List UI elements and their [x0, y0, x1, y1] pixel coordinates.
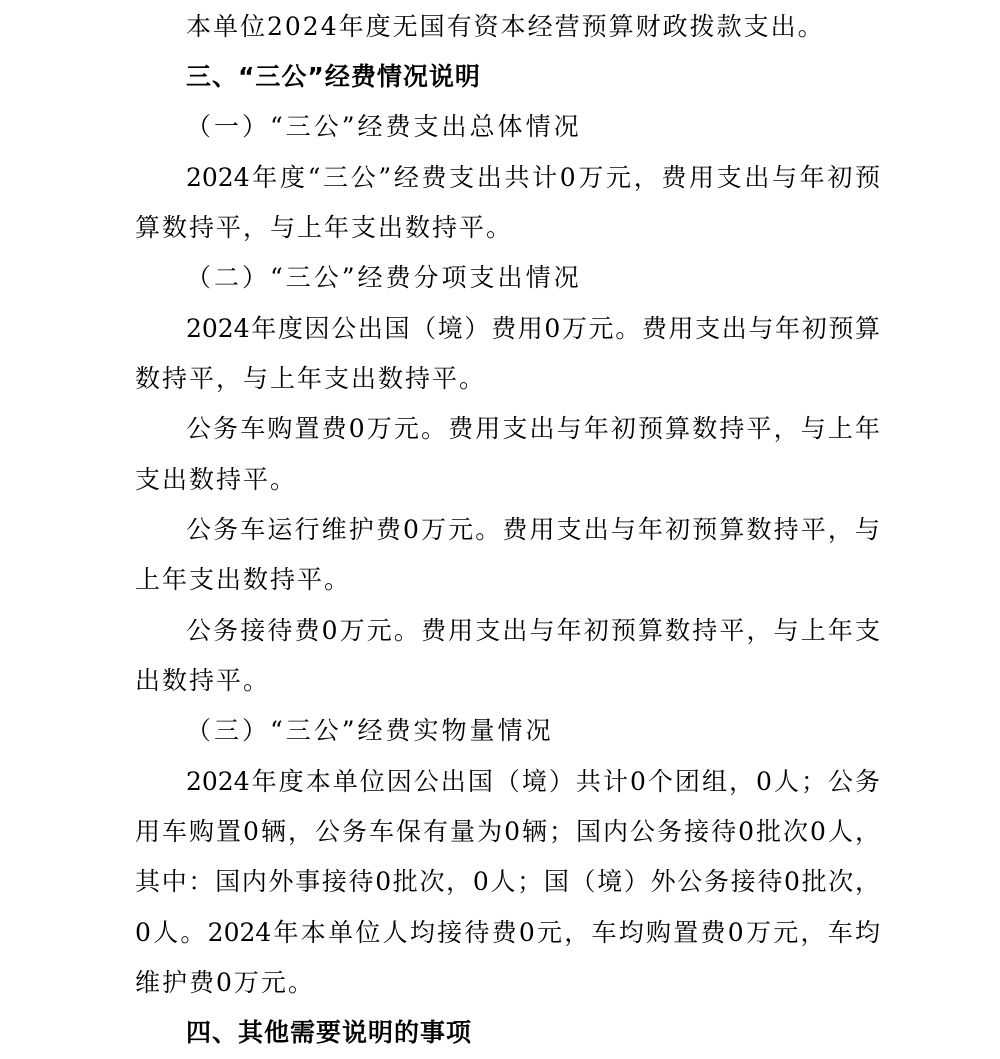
paragraph-line: 2024年度因公出国（境）费用0万元。费用支出与年初预算 [186, 314, 880, 343]
paragraph-line: 2024年度本单位因公出国（境）共计0个团组，0人；公务 [186, 767, 880, 796]
subsection-heading-2: （二）“三公”经费分项支出情况 [186, 263, 582, 292]
paragraph-line: 本单位2024年度无国有资本经营预算财政拨款支出。 [186, 12, 825, 41]
section-heading-four: 四、其他需要说明的事项 [186, 1018, 473, 1047]
paragraph-line: 维护费0万元。 [135, 968, 315, 997]
section-heading-three: 三、“三公”经费情况说明 [186, 62, 481, 91]
paragraph-line: 支出数持平。 [135, 465, 298, 494]
paragraph-line: 算数持平，与上年支出数持平。 [135, 213, 514, 242]
paragraph-line: 2024年度“三公”经费支出共计0万元，费用支出与年初预 [186, 163, 880, 192]
paragraph-line: 公务车购置费0万元。费用支出与年初预算数持平，与上年 [186, 414, 880, 443]
subsection-heading-1: （一）“三公”经费支出总体情况 [186, 112, 582, 141]
paragraph-line: 0人。2024年本单位人均接待费0元，车均购置费0万元，车均 [135, 918, 880, 947]
subsection-heading-3: （三）“三公”经费实物量情况 [186, 716, 554, 745]
paragraph-line: 用车购置0辆，公务车保有量为0辆；国内公务接待0批次0人， [135, 817, 880, 846]
paragraph-line: 公务接待费0万元。费用支出与年初预算数持平，与上年支 [186, 616, 880, 645]
paragraph-line: 公务车运行维护费0万元。费用支出与年初预算数持平，与 [186, 515, 880, 544]
paragraph-line: 数持平，与上年支出数持平。 [135, 364, 487, 393]
paragraph-line: 上年支出数持平。 [135, 565, 352, 594]
paragraph-line: 出数持平。 [135, 666, 271, 695]
paragraph-line: 其中：国内外事接待0批次，0人；国（境）外公务接待0批次， [135, 867, 880, 896]
